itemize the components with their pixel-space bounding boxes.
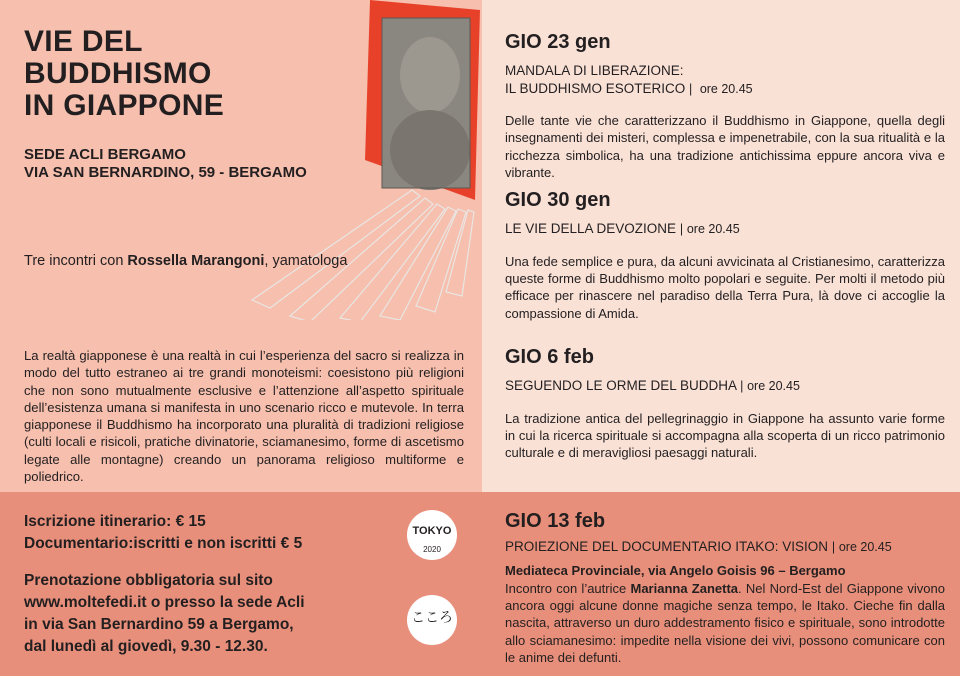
event-desc-pre: Incontro con l’autrice	[505, 580, 631, 596]
intro-paragraph: La realtà giapponese è una realtà in cui l’esperienza del sacro si realizza in modo del tutto estraneo ai tre grandi monoteismi: coesistono più religioni che non sono mutualmente esclusive e l’attenzione all’aspetto spirituale dell’esistenza umana si manifesta in uno scenario ricco e mutevole. In terra giapponese il Buddhismo ha incorporato una pluralità di tradizioni religiose (culti locali e risicoli, pratiche divinatorie, sciamanesimo, forme di ascetismo legate alle montagne) creando un panorama religioso multiforme e poliedrico.	[24, 348, 464, 485]
event-time: ore 20.45	[699, 81, 753, 96]
event-time: ore 20.45	[838, 540, 892, 554]
booking-line: dal lunedì al giovedì, 9.30 - 12.30.	[24, 638, 268, 655]
speaker-suffix: , yamatologa	[264, 253, 348, 269]
event-title: LE VIE DELLA DEVOZIONE | ore 20.45	[505, 221, 740, 236]
speaker-name: Rossella Marangoni	[127, 253, 265, 269]
event-desc-name: Marianna Zanetta	[630, 580, 739, 596]
event-title: MANDALA DI LIBERAZIONE: IL BUDDHISMO ESOTERICO | ore 20.45	[505, 62, 945, 98]
event-time: ore 20.45	[747, 379, 800, 393]
speaker-prefix: Tre incontri con	[24, 253, 128, 269]
event-title-line: MANDALA DI LIBERAZIONE:	[505, 63, 684, 78]
venue-name: SEDE ACLI BERGAMO	[24, 146, 186, 163]
event-description: La tradizione antica del pellegrinaggio in Giappone ha assunto varie forme in cui la ricerca spirituale si accompagna alla scoperta di un ricco patrimonio culturale e di meravigliosi paesaggi naturali.	[505, 410, 945, 461]
event-title-text: SEGUENDO LE ORME DEL BUDDHA	[505, 378, 737, 393]
event-title: SEGUENDO LE ORME DEL BUDDHA | ore 20.45	[505, 378, 800, 393]
event-date: GIO 30 gen	[505, 189, 611, 211]
event-title-text: PROIEZIONE DEL DOCUMENTARIO ITAKO: VISION	[505, 539, 829, 554]
event-description	[505, 580, 945, 667]
documentary-fee: Documentario:iscritti e non iscritti € 5	[24, 535, 303, 552]
tokyo-logo-text: TOKYO	[412, 525, 452, 537]
event-4	[505, 510, 945, 667]
tokyo-logo	[407, 510, 457, 560]
registration-fee: Iscrizione itinerario: € 15	[24, 513, 206, 530]
event-time: ore 20.45	[686, 222, 740, 236]
booking-line: in via San Bernardino 59 a Bergamo,	[24, 616, 294, 633]
title-line: BUDDHISMO	[24, 57, 212, 90]
booking-line: Prenotazione obbligatoria sul sito	[24, 572, 273, 589]
venue-address: VIA SAN BERNARDINO, 59 - BERGAMO	[24, 164, 307, 181]
speaker-line	[24, 253, 347, 269]
kokoro-logo-text: こころ	[411, 609, 453, 625]
event-title-line: IL BUDDHISMO ESOTERICO	[505, 80, 686, 96]
event-1	[505, 31, 945, 182]
tokyo-logo-year: 2020	[423, 545, 441, 554]
registration-block	[24, 511, 302, 555]
venue-block	[24, 146, 307, 182]
event-description: Una fede semplice e pura, da alcuni avvicinata al Cristianesimo, caratterizza queste forme di Buddhismo molto popolari e seguite. Per molti il metodo più efficace per rinascere nel paradiso della Terra Pura, là dove ci accoglie la compassione di Amida.	[505, 253, 945, 321]
event-venue: Mediateca Provinciale, via Angelo Goisis 96 – Bergamo	[505, 562, 846, 578]
booking-block	[24, 570, 305, 658]
event-title: PROIEZIONE DEL DOCUMENTARIO ITAKO: VISION | ore 20.45	[505, 539, 892, 554]
event-date: GIO 6 feb	[505, 346, 594, 368]
kokoro-logo	[407, 595, 457, 645]
booking-line: www.moltefedi.it o presso la sede Acli	[24, 594, 305, 611]
event-2	[505, 189, 945, 322]
event-3	[505, 346, 945, 462]
event-date: GIO 23 gen	[505, 31, 611, 53]
page-title	[24, 26, 224, 122]
event-description: Delle tante vie che caratterizzano il Buddhismo in Giappone, quella degli insegnamenti dei misteri, complessa e impenetrabile, con la sua ritualità e la ricchezza simbolica, ha una tradizione antichissima eppure ancora viva e vibrante.	[505, 113, 945, 181]
event-desc-post: . Nel Nord-Est del Giappone vivono ancora oggi alcune donne magiche senza tempo, le Itako. Cieche fin dalla nascita, attraverso un duro addestramento fisico e spirituale, sono introdotte allo sciamanesimo: impedite nella visione dei vivi, possono comunicare con le anime dei defunti.	[505, 580, 945, 666]
event-date: GIO 13 feb	[505, 510, 606, 532]
title-line: IN GIAPPONE	[24, 89, 224, 122]
title-line: VIE DEL	[24, 25, 143, 58]
event-title-text: LE VIE DELLA DEVOZIONE	[505, 221, 677, 236]
